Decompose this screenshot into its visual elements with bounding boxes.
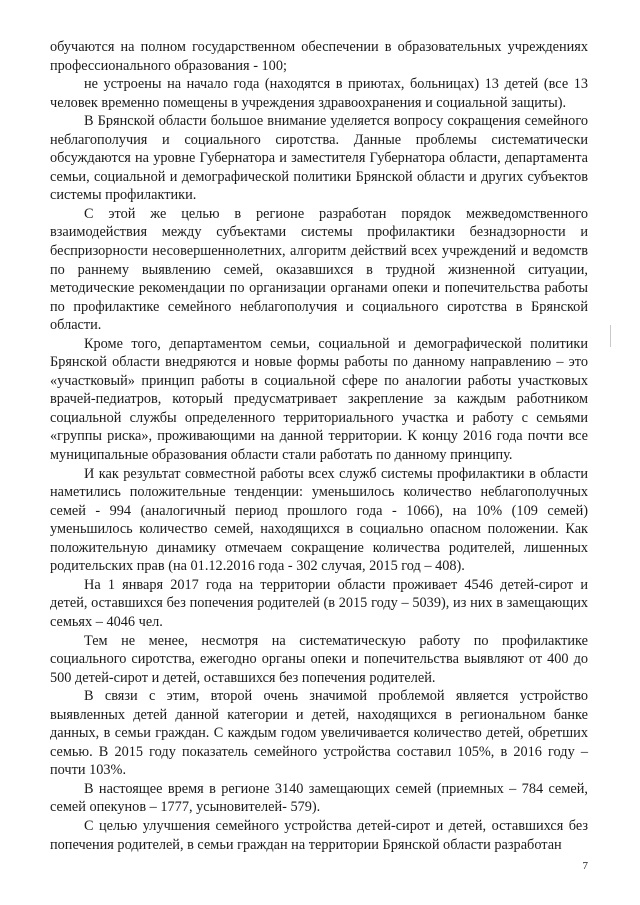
paragraph: На 1 января 2017 года на территории области проживает 4546 детей-сирот и детей, оставшихся без попечения родителей (в 2015 году – 5039), из них в замещающих семьях – 4046 чел. bbox=[50, 576, 588, 630]
paragraph: В настоящее время в регионе 3140 замещающих семей (приемных – 784 семей, семей опекунов – 1777, усыновителей- 579). bbox=[50, 780, 588, 816]
document-page bbox=[50, 38, 588, 854]
paragraph: С целью улучшения семейного устройства детей-сирот и детей, оставшихся без попечения родителей, в семьи граждан на территории Брянской области разработан bbox=[50, 817, 588, 853]
paragraph: Кроме того, департаментом семьи, социальной и демографической политики Брянской области внедряются и новые формы работы по данному направлению – это «участковый» принцип работы в социальной сфере по аналогии работы участковых врачей-педиатров, который предусматривает закрепление за каждым работником социальной службы определенного территориального участка и работу с семьями «группы риска», проживающими на данной территории. К концу 2016 года почти все муниципальные образования области стали работать по данному принципу. bbox=[50, 335, 588, 464]
paragraph: И как результат совместной работы всех служб системы профилактики в области наметились положительные тенденции: уменьшилось количество неблагополучных семей - 994 (аналогичный период прошлого года - 1066), на 10% (109 семей) уменьшилось количество семей, находящихся в социально опасном положении. Как положительную динамику отмечаем сокращение количества родителей, лишенных родительских прав (на 01.12.2016 года - 302 случая, 2015 год – 408). bbox=[50, 465, 588, 575]
page-number: 7 bbox=[582, 860, 588, 872]
paragraph: обучаются на полном государственном обеспечении в образовательных учреждениях профессионального образования - 100; bbox=[50, 39, 588, 74]
scan-artifact bbox=[610, 325, 611, 347]
paragraph: Тем не менее, несмотря на систематическую работу по профилактике социального сиротства, ежегодно органы опеки и попечительства выявляют от 400 до 500 детей-сирот и детей, оставшихся без попечения родителей. bbox=[50, 632, 588, 686]
paragraph: В Брянской области большое внимание уделяется вопросу сокращения семейного неблагополучия и социального сиротства. Данные проблемы систематически обсуждаются на уровне Губернатора и заместителя Губернатора области, департамента семьи, социальной и демографической политики Брянской области и других субъектов системы профилактики. bbox=[50, 113, 588, 204]
paragraph: В связи с этим, второй очень значимой проблемой является устройство выявленных детей данной категории и детей, находящихся в региональном банке данных, в семьи граждан. С каждым годом увеличивается количество детей, обретших семью. В 2015 году показатель семейного устройства составил 105%, в 2016 году – почти 103%. bbox=[50, 688, 588, 779]
paragraph: С этой же целью в регионе разработан порядок межведомственного взаимодействия между субъектами системы профилактики безнадзорности и беспризорности несовершеннолетних, алгоритм действий всех учреждений и ведомств по раннему выявлению семей, оказавшихся в трудной жизненной ситуации, методические рекомендации по организации органами опеки и попечительства работы по профилактике семейного неблагополучия и социального сиротства в Брянской области. bbox=[50, 205, 588, 334]
paragraph: не устроены на начало года (находятся в приютах, больницах) 13 детей (все 13 человек временно помещены в учреждения здравоохранения и социальной защиты). bbox=[50, 76, 588, 111]
